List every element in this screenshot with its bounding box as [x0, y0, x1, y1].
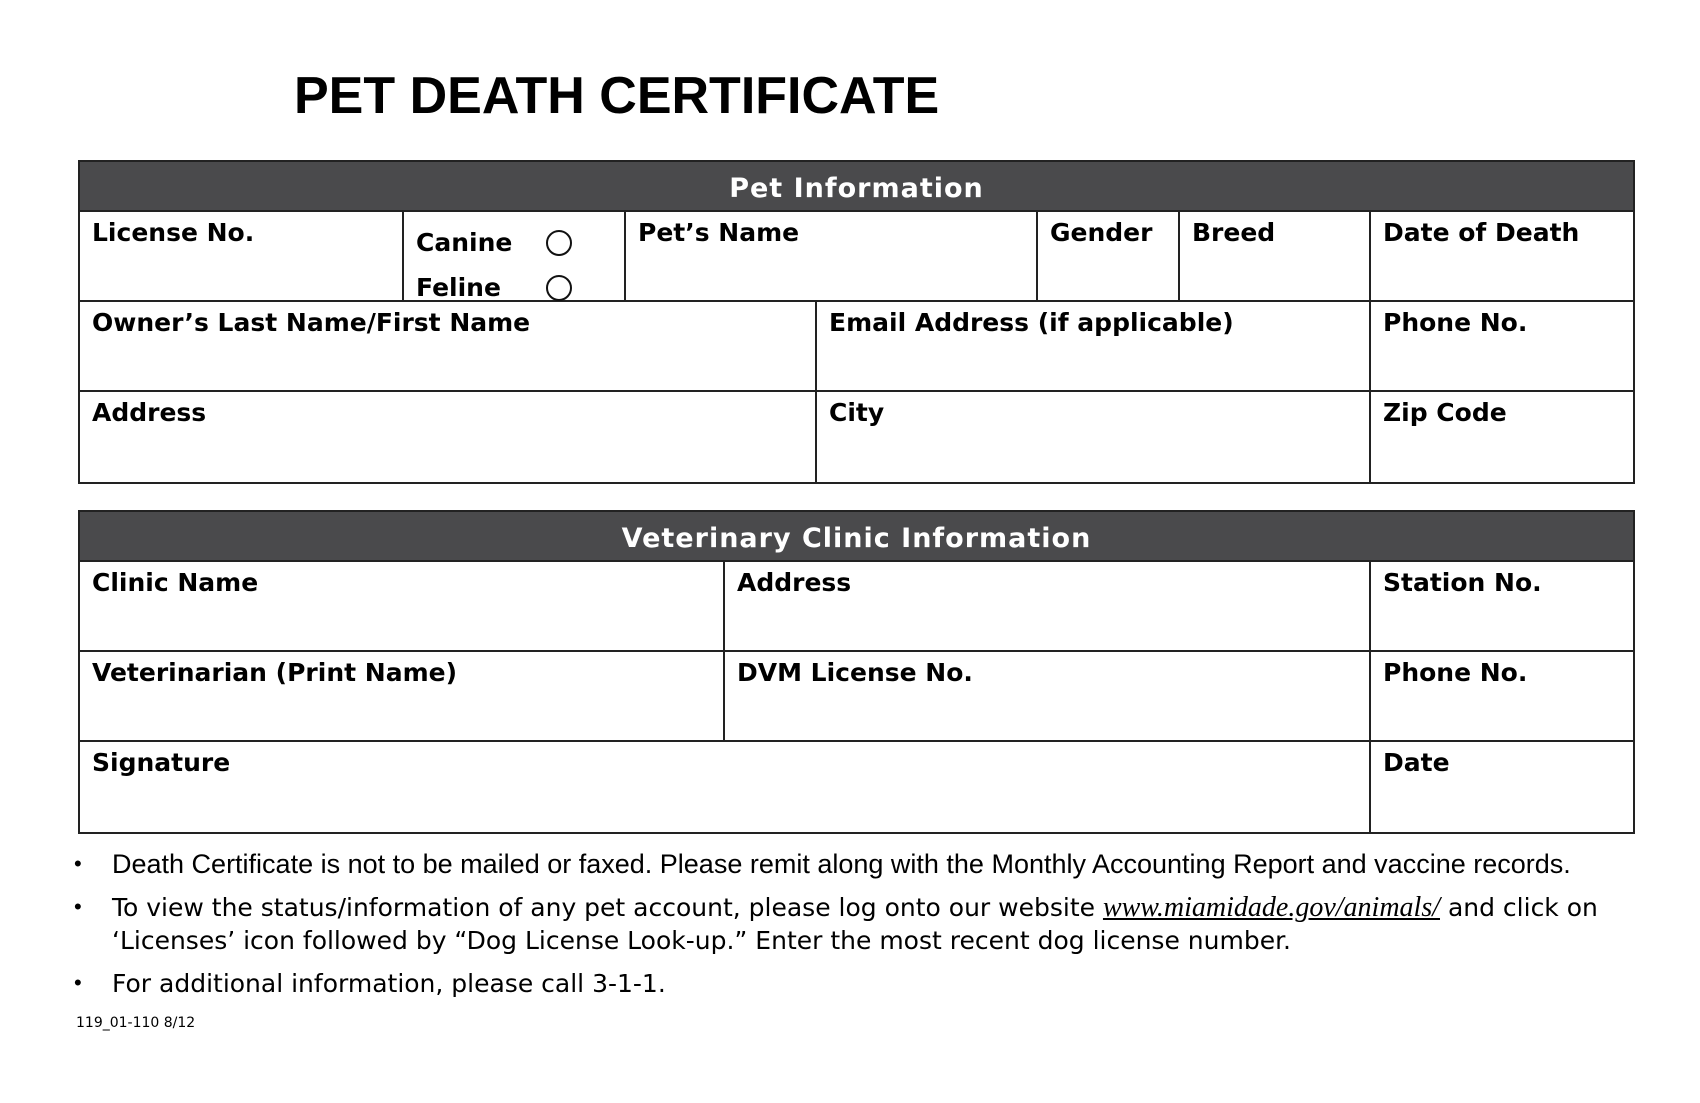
veterinary-clinic-header: Veterinary Clinic Information [80, 512, 1633, 562]
website-link[interactable]: www.miamidade.gov/animals/ [1102, 892, 1440, 923]
signature-date-label: Date [1383, 748, 1450, 777]
date-of-death-label: Date of Death [1383, 218, 1580, 247]
note-website-text: To view the status/information of any pet account, please log onto our website [112, 893, 1103, 922]
breed-label: Breed [1192, 218, 1276, 247]
license-no-field[interactable] [80, 212, 404, 300]
pet-row-2 [80, 302, 1633, 392]
pet-information-header: Pet Information [80, 162, 1633, 212]
species-field [404, 212, 626, 300]
pet-row-3 [80, 392, 1633, 482]
veterinarian-name-field[interactable] [80, 652, 725, 740]
breed-field[interactable] [1180, 212, 1371, 300]
clinic-phone-field[interactable] [1371, 652, 1633, 740]
bullet: • [74, 970, 82, 995]
pet-name-field[interactable] [626, 212, 1038, 300]
note-mailing: Death Certificate is not to be mailed or faxed. Please remit along with the Monthly Accounting Report and vaccine records. [112, 849, 1571, 879]
notes-list [74, 848, 1674, 1010]
note-website [112, 891, 1657, 957]
canine-option[interactable] [416, 220, 612, 265]
veterinarian-name-label: Veterinarian (Print Name) [92, 658, 458, 687]
license-no-label: License No. [92, 218, 255, 247]
feline-radio[interactable] [546, 275, 572, 301]
zip-code-field[interactable] [1371, 392, 1633, 482]
gender-field[interactable] [1038, 212, 1180, 300]
station-no-field[interactable] [1371, 562, 1633, 650]
station-no-label: Station No. [1383, 568, 1542, 597]
veterinary-clinic-section [78, 510, 1635, 834]
owner-address-field[interactable] [80, 392, 817, 482]
owner-name-label: Owner’s Last Name/First Name [92, 308, 531, 337]
dvm-license-field[interactable] [725, 652, 1371, 740]
signature-label: Signature [92, 748, 231, 777]
clinic-phone-label: Phone No. [1383, 658, 1528, 687]
gender-label: Gender [1050, 218, 1153, 247]
owner-phone-label: Phone No. [1383, 308, 1528, 337]
clinic-address-label: Address [737, 568, 852, 597]
zip-code-label: Zip Code [1383, 398, 1507, 427]
signature-date-field[interactable] [1371, 742, 1633, 832]
canine-radio[interactable] [546, 230, 572, 256]
email-label: Email Address (if applicable) [829, 308, 1234, 337]
email-field[interactable] [817, 302, 1371, 390]
bullet: • [74, 894, 82, 919]
clinic-address-field[interactable] [725, 562, 1371, 650]
owner-phone-field[interactable] [1371, 302, 1633, 390]
vet-row-1 [80, 562, 1633, 652]
form-number: 119_01-110 8/12 [76, 1015, 196, 1031]
pet-name-label: Pet’s Name [638, 218, 800, 247]
feline-label: Feline [416, 272, 501, 302]
pet-row-1 [80, 212, 1633, 302]
note-item [74, 891, 1674, 957]
clinic-name-field[interactable] [80, 562, 725, 650]
city-field[interactable] [817, 392, 1371, 482]
owner-name-field[interactable] [80, 302, 817, 390]
vet-row-2 [80, 652, 1633, 742]
bullet: • [74, 851, 82, 876]
page-title: PET DEATH CERTIFICATE [294, 67, 940, 125]
canine-label: Canine [416, 227, 513, 257]
clinic-name-label: Clinic Name [92, 568, 259, 597]
city-label: City [829, 398, 885, 427]
pet-information-section [78, 160, 1635, 484]
date-of-death-field[interactable] [1371, 212, 1633, 300]
note-item [74, 967, 1674, 1000]
dvm-license-label: DVM License No. [737, 658, 973, 687]
note-call: For additional information, please call 3-1-1. [112, 969, 666, 998]
signature-field[interactable] [80, 742, 1371, 832]
vet-row-3 [80, 742, 1633, 832]
owner-address-label: Address [92, 398, 207, 427]
note-item [74, 848, 1674, 881]
note-website-text-end: and click on ‘Licenses’ icon followed by “Dog License Look-up.” Enter the most recent dog license number. [112, 893, 1598, 955]
